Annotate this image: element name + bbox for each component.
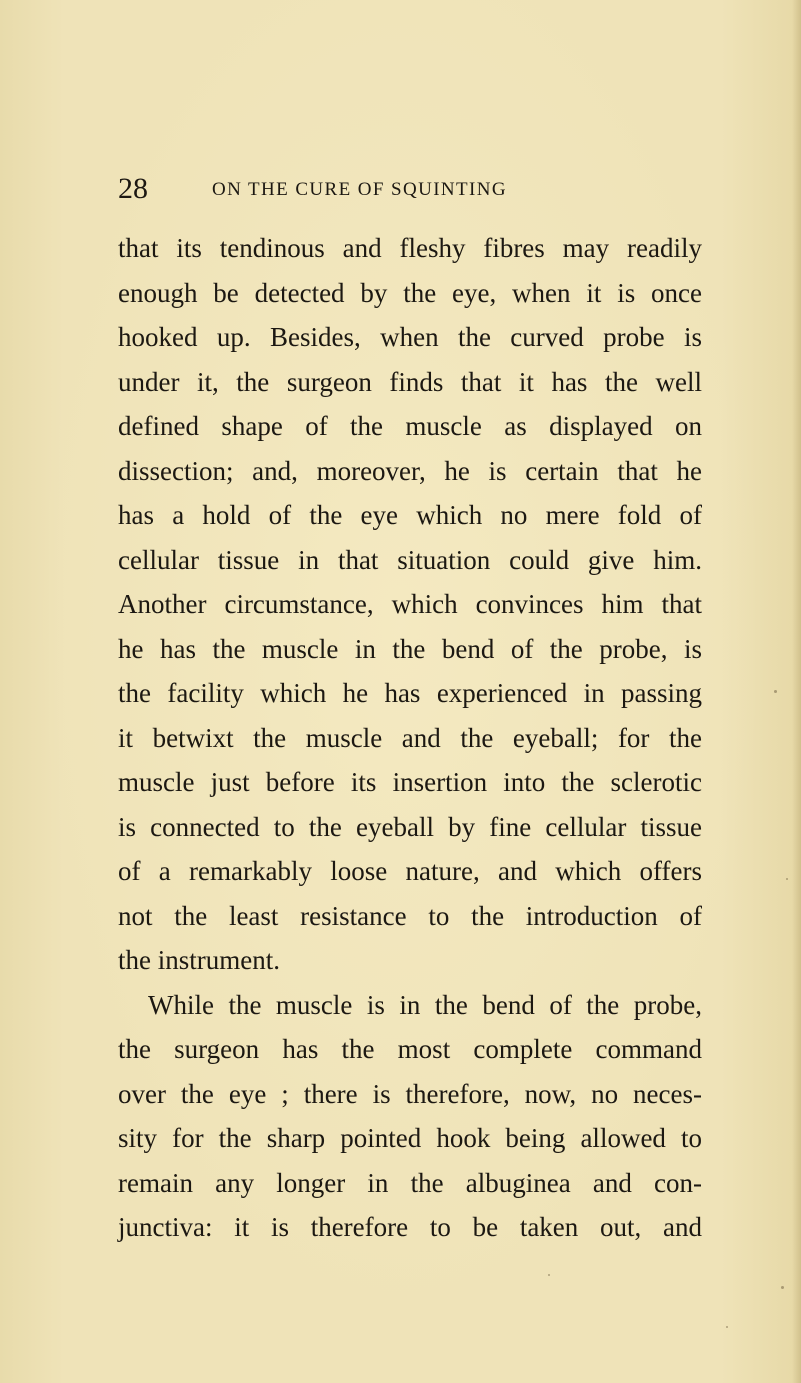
text-line: remain any longer in the albuginea and con- [118,1167,702,1198]
paper-speck [781,1286,784,1289]
running-head: ON THE CURE OF SQUINTING [212,179,508,200]
text-line: the facility which he has experienced in passing [118,678,702,708]
text-line: hooked up. Besides, when the curved probe is [118,322,702,352]
text-line: dissection; and, moreover, he is certain that he [118,455,702,486]
text-line: While the muscle is in the bend of the probe, [148,989,702,1020]
text-line: he has the muscle in the bend of the probe, is [118,633,702,664]
text-line: over the eye ; there is therefore, now, no neces- [118,1078,702,1109]
text-line: defined shape of the muscle as displayed on [118,411,702,441]
text-line: the surgeon has the most complete command [118,1034,702,1064]
text-line: of a remarkably loose nature, and which offers [118,856,702,886]
text-line: under it, the surgeon finds that it has the well [118,366,702,397]
text-line: the instrument. [118,945,280,975]
text-line: it betwixt the muscle and the eyeball; for the [118,722,702,753]
text-line: Another circumstance, which convinces him that [118,589,702,619]
text-line: junctiva: it is therefore to be taken out, and [118,1212,702,1242]
text-line: is connected to the eyeball by fine cellular tissue [118,811,702,842]
page-edge-shadow [792,0,801,1383]
paper-speck [548,1274,550,1276]
page-header [118,172,718,206]
text-line: muscle just before its insertion into the sclerotic [118,767,702,797]
text-line: has a hold of the eye which no mere fold of [118,500,702,530]
page-number: 28 [118,172,148,205]
body-text [118,226,702,1250]
text-line: enough be detected by the eye, when it is once [118,277,702,308]
text-line: that its tendinous and fleshy fibres may readily [118,233,702,263]
text-line: not the least resistance to the introduction of [118,900,702,931]
paper-speck [726,1326,728,1328]
text-line: sity for the sharp pointed hook being allowed to [118,1123,702,1153]
text-line: cellular tissue in that situation could give him. [118,544,702,575]
paper-speck [774,690,777,693]
paper-speck [786,878,788,880]
